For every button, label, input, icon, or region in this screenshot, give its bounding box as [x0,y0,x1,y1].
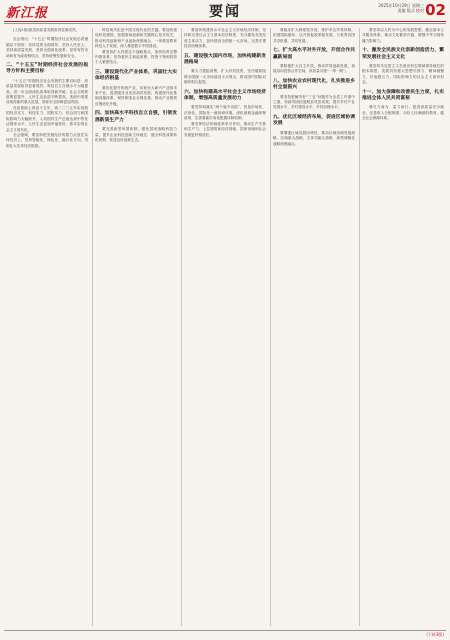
section-heading: 十、激发全民族文化创新创造活力，繁荣发展社会主义文化 [362,48,444,60]
column-divider [181,28,182,626]
section-heading: 十一、加大保障和改善民生力度，扎实推进全体人民共同富裕 [362,89,444,102]
section-heading: 六、加快构建高水平社会主义市场经济体制，增强高质量发展动力 [184,89,266,102]
newspaper-logo: 新江报 [6,6,49,21]
body-paragraph: 要坚持马克思主义在意识形态领域指导地位的根本制度，发展具有强大思想引领力、精神凝聚力、价值感召力、国际影响力的社会主义意识形态。 [362,64,444,85]
issue-date: 2025年10月29日 星期三 [378,3,424,8]
footer-rule [4,630,446,631]
body-paragraph: 要完善新型举国体制，强化国家战略科技力量，提升企业科技创新主体地位，健全科技成果转化机制，营造良好创新生态。 [95,127,177,142]
body-paragraph: 要优化提升传统产业，培育壮大新兴产业和未来产业，促进服务业优质高效发展，构建现代化基础设施体系，保持制造业合理比重，推动产业链供应链优化升级。 [95,85,177,106]
body-paragraph: 要坚持把解决好“三农”问题作为全党工作重中之重，持续巩固拓展脱贫攻坚成果，提升乡村产业发展水平、乡村建设水平、乡村治理水平。 [273,94,355,110]
body-paragraph: 科技现代化是中国式现代化的关键。要加快建设科技强国，加强原始创新和关键核心技术攻关，推动科技创新和产业创新深度融合，一体推进教育科技人才发展，深入推进数字中国建设。 [95,28,177,49]
article-column-5 [362,28,444,628]
header-rule [4,21,446,22]
body-paragraph: 全会指出，“十五五”时期经济社会发展必须遵循以下原则：坚持党的全面领导，坚持人民至上，坚持高质量发展，坚持全面深化改革，坚持有效市场和有为政府相结合，坚持统筹发展和安全。 [6,37,88,58]
body-paragraph: 全会强调，要坚持把发展经济的着力点放在实体经济上，坚持智能化、绿色化、融合化方向，巩固壮大实体经济根基。 [6,132,88,148]
page-number: 02 [425,1,446,19]
body-paragraph: 要稳步扩大制度型开放，维护多边贸易体制，拓展国际循环，以开放促改革促发展，与世界各国共享机遇、共同发展。 [273,28,355,43]
article-column-3 [184,28,266,628]
body-paragraph: 要坚持以人民为中心的发展思想，健全基本公共服务体系，推动文化繁荣兴盛，增强中华文明传播力影响力。 [362,28,444,43]
article-column-2 [95,28,177,628]
section-heading: 二、“十五五”时期经济社会发展的指导方针和主要目标 [6,63,88,75]
body-paragraph: “十五五”时期经济社会发展的主要目标是：高质量发展取得显著成效，科技自立自强水平大幅提高，进一步全面深化改革取得新突破，社会文明程度明显提升，人民生活品质不断提高，美丽中国建设取得新的重大进展，国家安全屏障更加巩固。 [6,78,88,105]
editor-credits: 责编 版式 校对 [397,8,424,13]
section-heading: 五、建设强大国内市场，加快构建新发展格局 [184,53,266,66]
section-heading: 九、优化区域经济布局，促进区域协调发展 [273,114,355,127]
issue-meta [344,3,424,13]
body-paragraph: 要加快构建高水平社会主义市场经济体制，坚持和完善社会主义基本经济制度，充分激发各类经营主体活力，加快建设全国统一大市场，完善宏观经济治理体系。 [184,28,266,49]
body-paragraph: 要增强区域发展协调性，推动区域协调发展战略、区域重大战略、主体功能区战略、新型城镇化战略深度融合。 [273,130,355,146]
body-paragraph: 要大力提振消费，扩大有效投资，坚决破除阻碍全国统一大市场建设卡点堵点，推动国内国际双循环相互促进。 [184,69,266,85]
continuation-note: (下转3版) [426,632,444,637]
body-paragraph: 要坚持扩大内需这个战略基点，加快培育完整内需体系，坚持惠民生和促消费、投资于物和投资于人紧密结合。 [95,49,177,65]
body-paragraph: 要发挥经济体制改革牵引作用，推动生产关系和生产力、上层建筑和经济基础、国家治理和社会发展更好相适应。 [184,121,266,137]
column-divider [92,28,93,626]
section-heading: 七、扩大高水平对外开放，开创合作共赢新局面 [273,48,355,60]
section-heading: 三、建设现代化产业体系，巩固壮大实体经济根基 [95,69,177,82]
section-title: 要闻 [209,4,241,20]
column-divider [270,28,271,626]
body-paragraph: 要坚持和落实“两个毫不动摇”，营造市场化、法治化、国际化一流营商环境，深化财税金融体制改革，完善要素市场化配置体制机制。 [184,105,266,121]
article-column-4 [273,28,355,628]
column-divider [359,28,360,626]
section-heading: 八、加快农业农村现代化，扎实推进乡村全面振兴 [273,78,355,91]
body-paragraph: 在此基础上再奋斗五年，到二〇三五年实现我国经济实力、科技实力、国防实力、综合国力和国际影响力大幅跃升，人均国内生产总值达到中等发达国家水平，人民生活更加幸福美好，基本实现社会主义现代化。 [6,105,88,132]
masthead [0,0,450,20]
lead-paragraph: (上接1版)推进高质量发展取得显著成效。 [13,28,80,32]
header-rule-secondary [4,23,446,24]
body-paragraph: 要积极扩大自主开放，推动贸易创新发展，拓展双向投资合作空间，高质量共建“一带一路”。 [273,64,355,74]
section-heading: 四、加快高水平科技自立自强，引领发展新质生产力 [95,111,177,123]
article-column-1 [6,28,88,628]
body-paragraph: 要尽力而为、量力而行，促进高质量充分就业，完善收入分配制度，办好人民满意的教育，健全社会保障体系。 [362,105,444,121]
